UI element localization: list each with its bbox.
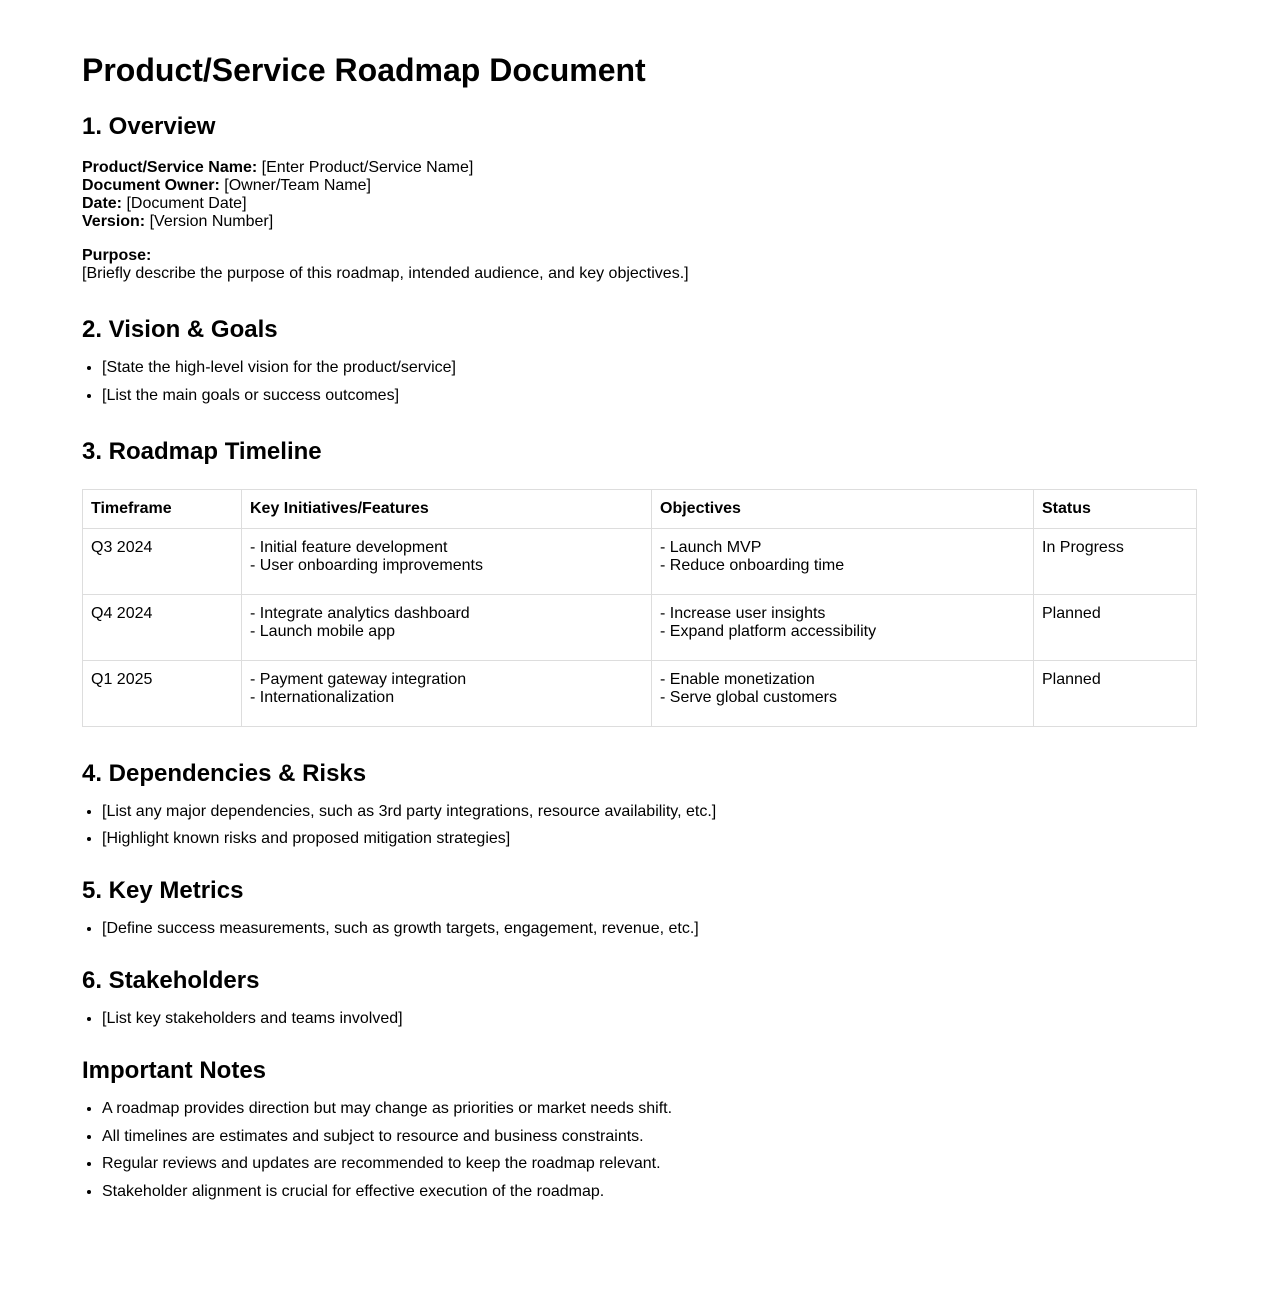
cell-timeframe: Q3 2024	[83, 528, 242, 594]
notes-list	[82, 1100, 1196, 1201]
field-label: Version:	[82, 213, 146, 230]
cell-line: - Expand platform accessibility	[660, 622, 877, 640]
field-value: [Document Date]	[126, 195, 247, 212]
cell-line: - Integrate analytics dashboard	[250, 604, 470, 622]
cell-line: - Serve global customers	[660, 688, 837, 706]
stakeholders-heading: 6. Stakeholders	[82, 967, 260, 994]
vision-list	[82, 359, 1196, 405]
stakeholders-list	[82, 1010, 1196, 1028]
document-title: Product/Service Roadmap Document	[82, 52, 646, 88]
cell-line: - Launch mobile app	[250, 622, 395, 640]
field-product-name	[82, 159, 1196, 177]
roadmap-table	[82, 489, 1197, 727]
column-header-initiatives: Key Initiatives/Features	[242, 489, 652, 528]
list-item: • [List any major dependencies, such as 3rd party integrations, resource availability, etc.]	[102, 803, 1196, 821]
list-item: • Regular reviews and updates are recommended to keep the roadmap relevant.	[102, 1155, 1196, 1173]
cell-line: - Reduce onboarding time	[660, 556, 845, 574]
cell-line: - Payment gateway integration	[250, 670, 467, 688]
column-header-objectives: Objectives	[652, 489, 1034, 528]
cell-line: - Internationalization	[250, 688, 395, 706]
table-row	[83, 528, 1197, 594]
metrics-heading: 5. Key Metrics	[82, 877, 244, 904]
field-value: [Version Number]	[149, 213, 274, 230]
metrics-list	[82, 920, 1196, 938]
cell-initiatives	[242, 594, 652, 660]
cell-line: - User onboarding improvements	[250, 556, 483, 574]
vision-heading: 2. Vision & Goals	[82, 316, 278, 343]
list-item: • All timelines are estimates and subject to resource and business constraints.	[102, 1128, 1196, 1146]
overview-fields	[82, 159, 1196, 231]
list-item: • [Define success measurements, such as growth targets, engagement, revenue, etc.]	[102, 920, 1196, 938]
cell-status: Planned	[1034, 594, 1197, 660]
table-row	[83, 594, 1197, 660]
field-document-owner	[82, 177, 1196, 195]
dependencies-heading: 4. Dependencies & Risks	[82, 759, 367, 787]
timeline-heading: 3. Roadmap Timeline	[82, 437, 322, 465]
list-item: • [Highlight known risks and proposed mitigation strategies]	[102, 830, 1196, 848]
notes-heading: Important Notes	[82, 1057, 267, 1084]
field-label: Date:	[82, 195, 123, 212]
overview-heading: 1. Overview	[82, 113, 216, 140]
column-header-status: Status	[1034, 489, 1197, 528]
table-header-row	[83, 489, 1197, 528]
list-item: • [List the main goals or success outcomes]	[102, 387, 1196, 405]
cell-initiatives	[242, 528, 652, 594]
cell-line: - Enable monetization	[660, 670, 815, 688]
cell-timeframe: Q1 2025	[83, 660, 242, 726]
cell-timeframe: Q4 2024	[83, 594, 242, 660]
cell-status: In Progress	[1034, 528, 1197, 594]
column-header-timeframe: Timeframe	[83, 489, 242, 528]
cell-line: - Initial feature development	[250, 538, 448, 556]
list-item: • [State the high-level vision for the product/service]	[102, 359, 1196, 377]
cell-objectives	[652, 660, 1034, 726]
cell-objectives	[652, 594, 1034, 660]
field-label: Product/Service Name:	[82, 159, 258, 176]
list-item: • [List key stakeholders and teams involved]	[102, 1010, 1196, 1028]
cell-status: Planned	[1034, 660, 1197, 726]
list-item: • A roadmap provides direction but may change as priorities or market needs shift.	[102, 1100, 1196, 1118]
dependencies-list	[82, 803, 1196, 849]
list-item: • Stakeholder alignment is crucial for effective execution of the roadmap.	[102, 1183, 1196, 1201]
field-date	[82, 195, 1196, 213]
cell-initiatives	[242, 660, 652, 726]
field-version	[82, 213, 1196, 231]
cell-line: - Launch MVP	[660, 538, 762, 556]
cell-line: - Increase user insights	[660, 604, 826, 622]
purpose-block	[82, 247, 1196, 283]
cell-objectives	[652, 528, 1034, 594]
field-value: [Owner/Team Name]	[224, 177, 371, 194]
field-label: Document Owner:	[82, 177, 220, 194]
purpose-text: [Briefly describe the purpose of this roadmap, intended audience, and key objectives.]	[82, 265, 689, 282]
field-value: [Enter Product/Service Name]	[261, 159, 474, 176]
purpose-label: Purpose:	[82, 247, 152, 264]
table-row	[83, 660, 1197, 726]
